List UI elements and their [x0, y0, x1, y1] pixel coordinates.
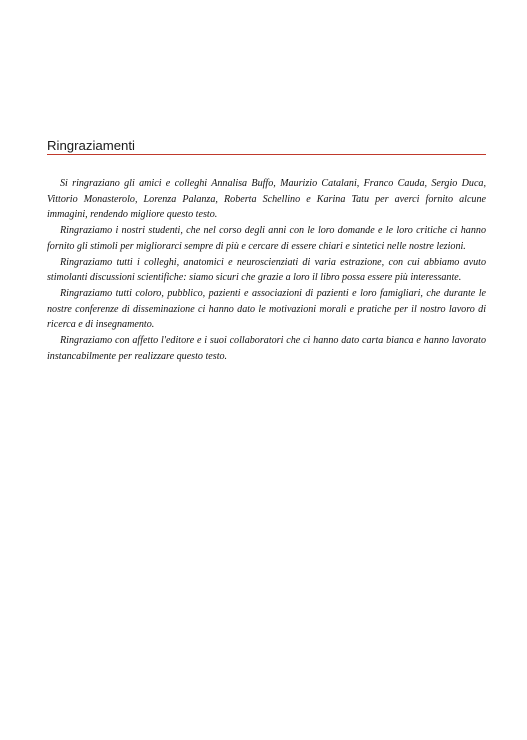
- paragraph: Ringraziamo tutti coloro, pubblico, pazienti e associazioni di pazienti e loro famigliari, che durante le nostre conferenze di disseminazione ci hanno dato le motivazioni morali e pratiche per il nostro lavoro di ricerca e di insegnamento.: [47, 287, 486, 331]
- paragraph: Ringraziamo tutti i colleghi, anatomici e neuroscienziati di varia estrazione, con cui abbiamo avuto stimolanti discussioni scientifiche: siamo sicuri che grazie a loro il libro possa essere più interessante.: [47, 256, 486, 284]
- section-title: Ringraziamenti: [47, 137, 135, 153]
- paragraph: Ringraziamo con affetto l'editore e i suoi collaboratori che ci hanno dato carta bianca e hanno lavorato instancabilmente per realizzare questo testo.: [47, 335, 486, 362]
- acknowledgements-body: [47, 176, 486, 364]
- paragraph: Si ringraziano gli amici e colleghi Annalisa Buffo, Maurizio Catalani, Franco Cauda, Sergio Duca, Vittorio Monasterolo, Lorenza Palanza, Roberta Schellino e Karina Tatu per averci fornito alcune immagini, rendendo migliore questo testo.: [47, 178, 486, 221]
- paragraph: Ringraziamo i nostri studenti, che nel corso degli anni con le loro domande e le loro critiche ci hanno fornito gli stimoli per migliorarci sempre di più e cercare di essere chiari e sintetici nelle nostre lezioni.: [47, 225, 486, 252]
- section-heading: [47, 136, 486, 155]
